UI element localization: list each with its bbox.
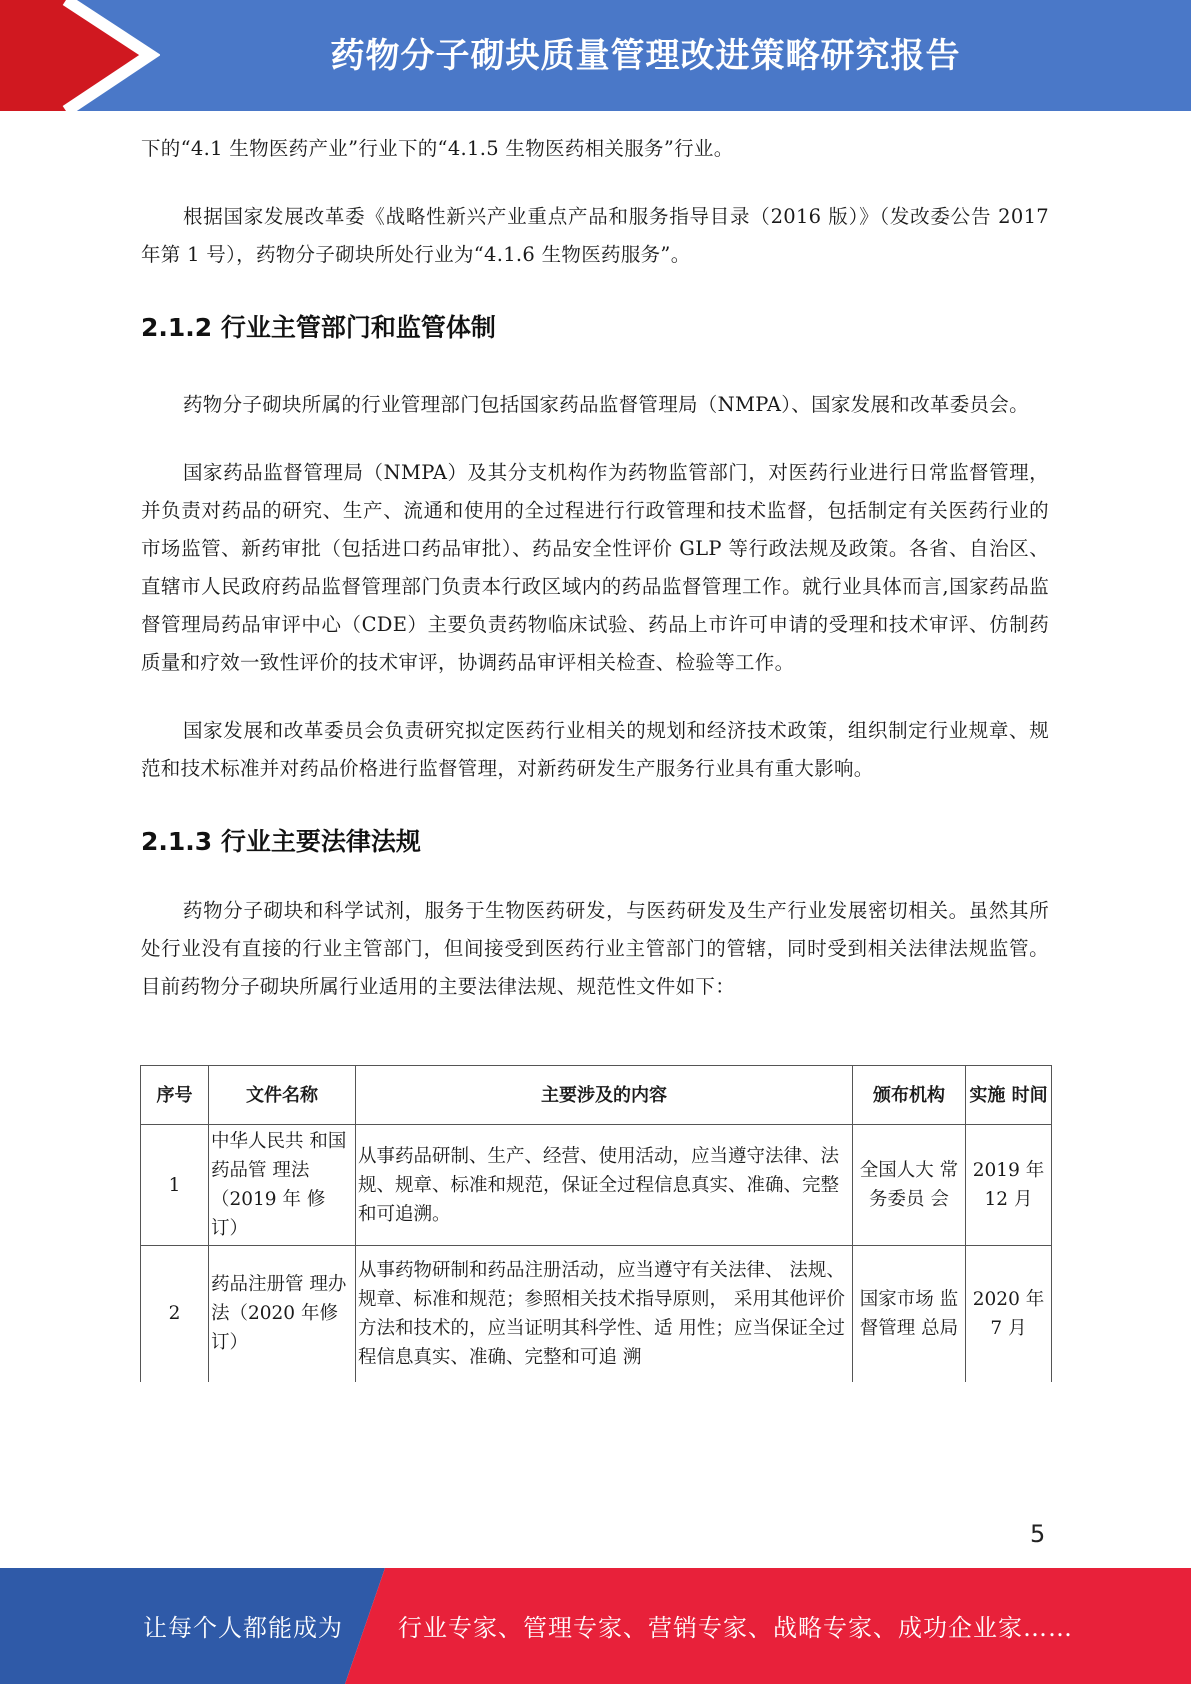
report-title: 药物分子砌块质量管理改进策略研究报告 <box>330 36 961 76</box>
column-header-date: 实施 时间 <box>966 1066 1052 1125</box>
paragraph-catalog-reference: 根据国家发展改革委《战略性新兴产业重点产品和服务指导目录（2016 版）》（发改委公告 2017 年第 1 号），药物分子砌块所处行业为“4.1.6 生物医药服务”。 <box>141 205 1049 266</box>
paragraph-ndrc: 国家发展和改革委员会负责研究拟定医药行业相关的规划和经济技术政策，组织制定行业规章、规范和技术标准并对药品价格进行监督管理，对新药研发生产服务行业具有重大影响。 <box>141 719 1049 780</box>
column-header-content: 主要涉及的内容 <box>356 1066 853 1125</box>
cell-date: 2020 年 7 月 <box>966 1246 1052 1382</box>
section-heading-2-1-3: 2.1.3 行业主要法律法规 <box>141 827 421 856</box>
cell-issuer: 全国人大 常务委员 会 <box>853 1125 966 1246</box>
paragraph-laws-intro: 药物分子砌块和科学试剂，服务于生物医药研发，与医药研发及生产行业发展密切相关。虽然其所处行业没有直接的行业主管部门，但间接受到医药行业主管部门的管辖，同时受到相关法律法规监管。目前药物分子砌块所属行业适用的主要法律法规、规范性文件如下： <box>141 899 1049 998</box>
cell-no: 2 <box>141 1246 209 1382</box>
document-body <box>141 130 1049 1006</box>
page-number: 5 <box>1030 1520 1046 1548</box>
cell-date: 2019 年 12 月 <box>966 1125 1052 1246</box>
cell-name: 药品注册管 理办法（2020 年修订） <box>209 1246 356 1382</box>
paragraph-industry-classification: 下的“4.1 生物医药产业”行业下的“4.1.5 生物医药相关服务”行业。 <box>141 137 734 160</box>
table-row <box>141 1246 1052 1382</box>
column-header-name: 文件名称 <box>209 1066 356 1125</box>
paragraph-regulators: 药物分子砌块所属的行业管理部门包括国家药品监督管理局（NMPA）、国家发展和改革委员会。 <box>183 393 1029 416</box>
table-header-row <box>141 1066 1052 1125</box>
header-arrow-decoration <box>0 0 160 111</box>
laws-table <box>140 1065 1052 1382</box>
column-header-no: 序号 <box>141 1066 209 1125</box>
footer-slogan-right: 行业专家、管理专家、营销专家、战略专家、成功企业家…… <box>398 1614 1073 1642</box>
cell-content: 从事药品研制、生产、经营、使用活动，应当遵守法律、法规、规章、标准和规范，保证全过程信息真实、准确、完整和可追溯。 <box>356 1125 853 1246</box>
table-row <box>141 1125 1052 1246</box>
section-heading-2-1-2: 2.1.2 行业主管部门和监管体制 <box>141 313 496 342</box>
page-header <box>0 0 1191 111</box>
cell-issuer: 国家市场 监督管理 总局 <box>853 1246 966 1382</box>
cell-name: 中华人民共 和国药品管 理法（2019 年 修订） <box>209 1125 356 1246</box>
paragraph-nmpa: 国家药品监督管理局（NMPA）及其分支机构作为药物监管部门，对医药行业进行日常监督管理，并负责对药品的研究、生产、流通和使用的全过程进行行政管理和技术监督，包括制定有关医药行业的市场监管、新药审批（包括进口药品审批）、药品安全性评价 GLP 等行政法规及政策。各省、自治区、直辖市人民政府药品监督管理部门负责本行政区域内的药品监督管理工作。就行业具体而言,国家药品监督管理局药品审评中心（CDE）主要负责药物临床试验、药品上市许可申请的受理和技术审评、仿制药质量和疗效一致性评价的技术审评，协调药品审评相关检查、检验等工作。 <box>141 461 1049 674</box>
footer-slogan-left: 让每个人都能成为 <box>143 1614 343 1642</box>
page-footer <box>0 1568 1191 1684</box>
cell-content: 从事药物研制和药品注册活动，应当遵守有关法律、 法规、规章、标准和规范；参照相关技术指导原则， 采用其他评价方法和技术的，应当证明其科学性、适 用性；应当保证全过程信息真实、准确、完整和可追 溯 <box>356 1246 853 1382</box>
cell-no: 1 <box>141 1125 209 1246</box>
column-header-issuer: 颁布机构 <box>853 1066 966 1125</box>
